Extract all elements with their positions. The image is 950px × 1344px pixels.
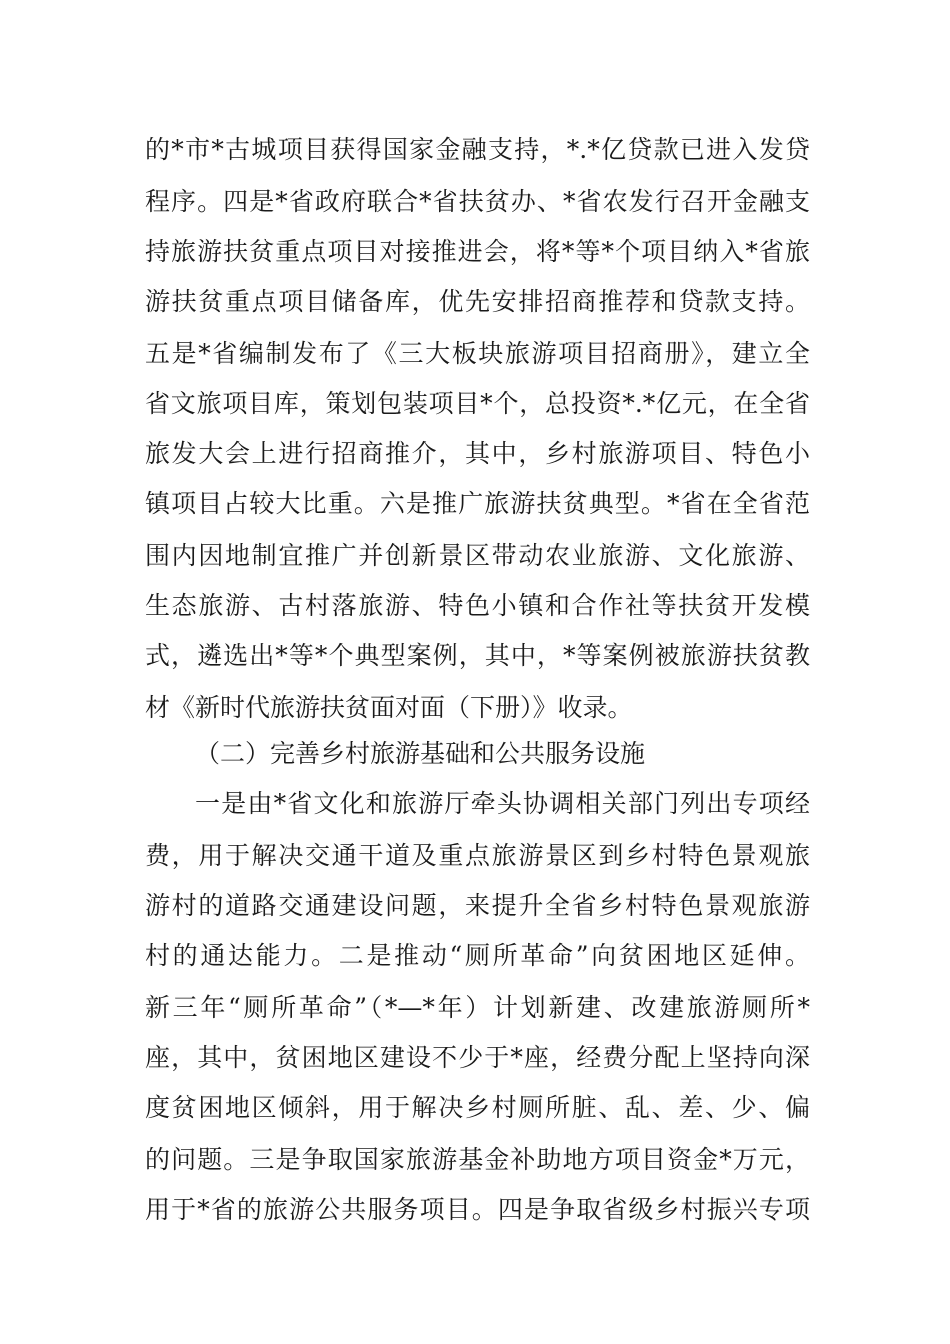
paragraph-line: 持旅游扶贫重点项目对接推进会，将*等*个项目纳入*省旅	[145, 237, 810, 266]
paragraph-line: 度贫困地区倾斜，用于解决乡村厕所脏、乱、差、少、偏	[145, 1093, 810, 1122]
paragraph-line: 费，用于解决交通干道及重点旅游景区到乡村特色景观旅	[145, 841, 810, 870]
paragraph-line: 五是*省编制发布了《三大板块旅游项目招商册》，建立全	[145, 339, 810, 368]
paragraph-line: 游村的道路交通建设问题，来提升全省乡村特色景观旅游	[145, 891, 810, 920]
paragraph-line: 材《新时代旅游扶贫面对面（下册）》收录。	[145, 693, 633, 722]
section-heading: （二）完善乡村旅游基础和公共服务设施	[195, 739, 646, 768]
paragraph-line: 省文旅项目库，策划包装项目*个，总投资*.*亿元，在全省	[145, 389, 810, 418]
paragraph-line: 旅发大会上进行招商推介，其中，乡村旅游项目、特色小	[145, 439, 810, 468]
paragraph-line: 的*市*古城项目获得国家金融支持，*.*亿贷款已进入发贷	[145, 135, 810, 164]
paragraph-line: 村的通达能力。二是推动“厕所革命”向贫困地区延伸。	[145, 941, 810, 970]
paragraph-line: 式，遴选出*等*个典型案例，其中，*等案例被旅游扶贫教	[145, 641, 810, 670]
paragraph-line: 游扶贫重点项目储备库，优先安排招商推荐和贷款支持。	[145, 287, 810, 316]
paragraph-line: 生态旅游、古村落旅游、特色小镇和合作社等扶贫开发模	[145, 591, 810, 620]
paragraph-line: 镇项目占较大比重。六是推广旅游扶贫典型。*省在全省范	[145, 489, 810, 518]
paragraph-line: 座，其中，贫困地区建设不少于*座，经费分配上坚持向深	[145, 1043, 810, 1072]
paragraph-line: 程序。四是*省政府联合*省扶贫办、*省农发行召开金融支	[145, 187, 810, 216]
paragraph-line: 新三年“厕所革命”（*—*年）计划新建、改建旅游厕所*	[145, 993, 810, 1022]
paragraph-line: 用于*省的旅游公共服务项目。四是争取省级乡村振兴专项	[145, 1195, 810, 1224]
paragraph-line: 一是由*省文化和旅游厅牵头协调相关部门列出专项经	[195, 789, 810, 818]
paragraph-line: 围内因地制宜推广并创新景区带动农业旅游、文化旅游、	[145, 541, 810, 570]
paragraph-line: 的问题。三是争取国家旅游基金补助地方项目资金*万元，	[145, 1145, 810, 1174]
